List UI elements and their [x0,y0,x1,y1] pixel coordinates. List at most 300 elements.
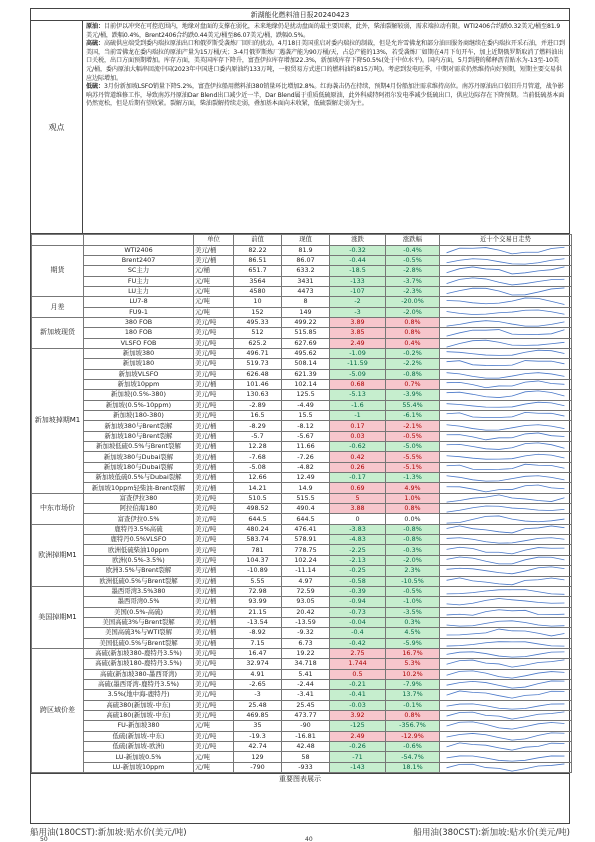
row-unit: 美元/吨 [194,359,234,369]
row-unit: 美元/吨 [194,648,234,658]
row-pct: -0.3% [386,545,440,555]
table-row [32,328,572,338]
row-sparkline [440,648,572,658]
chart-caption-180cst: 船用油(180CST):新加坡:贴水价(美元/吨) [30,828,187,838]
row-prev: 25.48 [234,700,282,710]
row-unit: 美元/桶 [194,576,234,586]
sparkline-trend [447,381,565,388]
row-change: -4.83 [330,535,386,545]
header-unit: 单位 [194,235,234,246]
row-sparkline [440,338,572,348]
row-pct: -5.0% [386,442,440,452]
row-item: 新加坡低硫0.5%与Brent裂解 [84,442,194,452]
table-row [32,400,572,410]
row-item: 欧洲低硫柴油10ppm [84,545,194,555]
chart-captions [30,826,570,838]
row-change: -11.59 [330,359,386,369]
table-row [32,379,572,389]
row-sparkline [440,348,572,358]
row-change: -0.42 [330,638,386,648]
table-row [32,493,572,503]
row-curr: 3431 [282,276,330,286]
row-pct: -0.8% [386,524,440,534]
row-change: 3.85 [330,328,386,338]
row-prev: 10 [234,297,282,307]
row-prev: -5.7 [234,431,282,441]
table-row [32,348,572,358]
views-text [83,21,569,233]
table-header-row [32,235,572,246]
row-pct: -3.9% [386,390,440,400]
row-prev: 12.66 [234,473,282,483]
sparkline-trend [447,340,565,347]
row-prev: 104.37 [234,555,282,565]
row-prev: 14.21 [234,483,282,493]
row-unit: 美元/桶 [194,483,234,493]
row-unit: 美元/桶 [194,586,234,596]
row-item: 阿拉伯海180 [84,504,194,514]
sparkline-trend [447,476,565,481]
row-sparkline [440,369,572,379]
row-unit: 美元/吨 [194,328,234,338]
row-curr: 19.22 [282,648,330,658]
sparkline-trend [447,764,565,771]
row-item: 380 FOB [84,317,194,327]
row-prev: -7.68 [234,452,282,462]
row-prev: -2.65 [234,679,282,689]
row-sparkline [440,390,572,400]
row-sparkline [440,721,572,731]
row-unit: 元/吨 [194,752,234,762]
table-row [32,659,572,669]
view-paragraph-crude: 原油：目前伊以冲突在可控范围内，地缘对盘面的支撑在弱化，未来地缘仍是扰动盘面的最主要因素，此外，柴油裂解较弱，需求端拉动有限。WTI2406合约跌0.32美元/桶至81.9美元/桶，跌幅0.4%，Brent2406合约跌0.44美元/桶至86.07美元/桶，跌幅0.5%。 [86,23,561,39]
row-sparkline [440,669,572,679]
row-pct: -2.1% [386,421,440,431]
row-item: 3.5%(地中海-鹿特丹) [84,690,194,700]
row-curr: 12.49 [282,473,330,483]
sparkline-trend [447,660,565,667]
row-unit: 美元/吨 [194,555,234,565]
row-sparkline [440,442,572,452]
views-label: 观点 [31,21,83,233]
table-row [32,286,572,296]
table-row [32,555,572,565]
row-pct: -6.1% [386,411,440,421]
row-unit: 美元/桶 [194,379,234,389]
row-item: 墨西哥湾3.5%380 [84,586,194,596]
row-unit: 美元/吨 [194,710,234,720]
row-unit: 美元/桶 [194,452,234,462]
row-prev: 42.74 [234,742,282,752]
row-pct: -0.2% [386,348,440,358]
row-sparkline [440,400,572,410]
row-item: 高硫(新加坡180-鹿特丹3.5%) [84,659,194,669]
row-prev: -3 [234,690,282,700]
row-sparkline [440,473,572,483]
row-sparkline [440,255,572,265]
row-category: 中东市场价 [32,493,84,524]
row-prev: 82.22 [234,245,282,255]
sparkline-trend [447,278,565,285]
row-unit: 元/桶 [194,266,234,276]
table-row [32,690,572,700]
row-sparkline [440,628,572,638]
row-change: -2.25 [330,545,386,555]
row-unit: 美元/桶 [194,462,234,472]
row-pct: -0.6% [386,742,440,752]
row-sparkline [440,411,572,421]
row-unit: 美元/吨 [194,742,234,752]
header-trend: 近十个交易日走势 [440,235,572,246]
row-sparkline [440,452,572,462]
sparkline-trend [447,391,565,398]
row-curr: -5.67 [282,431,330,441]
row-curr: 102.14 [282,379,330,389]
row-pct: -20.0% [386,297,440,307]
sparkline-trend [447,424,565,429]
sparkline-trend [447,485,565,492]
row-sparkline [440,545,572,555]
row-sparkline [440,359,572,369]
sparkline-trend [447,722,565,729]
header-change: 涨跌 [330,235,386,246]
row-change: -5.09 [330,369,386,379]
row-curr: -9.32 [282,628,330,638]
row-sparkline [440,762,572,772]
sparkline-trend [447,599,565,605]
table-row [32,421,572,431]
row-unit: 美元/吨 [194,545,234,555]
row-category: 新加坡现货 [32,317,84,348]
sparkline-trend [447,259,565,264]
row-sparkline [440,576,572,586]
table-row [32,255,572,265]
row-change: -0.58 [330,576,386,586]
chart-caption-380cst: 船用油(380CST):新加坡:贴水价(美元/吨) [413,828,570,838]
sparkline-trend [447,641,565,645]
row-item: 高硫(墨西哥湾-鹿特丹3.5%) [84,679,194,689]
row-change: -2.13 [330,555,386,565]
row-item: 新加坡180与Brent裂解 [84,431,194,441]
row-item: FU主力 [84,276,194,286]
row-item: 新加坡380 [84,348,194,358]
row-pct: -2.8% [386,266,440,276]
table-row [32,411,572,421]
row-curr: 778.75 [282,545,330,555]
row-item: 新加坡180与Dubai裂解 [84,462,194,472]
row-change: -0.94 [330,597,386,607]
row-curr: 149 [282,307,330,317]
row-item: 富查伊拉380 [84,493,194,503]
row-sparkline [440,607,572,617]
row-pct: -5.1% [386,462,440,472]
row-prev: -10.89 [234,566,282,576]
row-unit: 美元/吨 [194,348,234,358]
sparkline-trend [447,288,565,295]
row-sparkline [440,297,572,307]
row-prev: 651.7 [234,266,282,276]
row-change: -0.25 [330,566,386,576]
row-category: 欧洲掉期M1 [32,524,84,586]
view-paragraph-high-sulfur: 高硫：高硫供应端受到委内瑞拉原油出口和俄罗斯受袭炼厂回归的扰动。4月18日美国重启对委内瑞拉的制裁，但是允许雪佛龙和部分油田服务商继续在委内瑞拉开采石油，并进口到美国，当前雪佛龙在委内瑞拉的原油产量为15万桶/天；3-4月俄罗斯炼厂遇袭产能为90万桶/天，占总产能的13%，若受袭炼厂如期在4月下旬开车，加上近期俄罗斯取消了燃料油出口关税，出口方面预期增加。库存方面，美英国库存下降升，富查伊拉库存增加22.3%，新加坡库存下降50.5%(处于中位水平)。国内方面，5月到港的稀释沥青贴水为-13至-10美元/桶，委内原油大幅串回流中国(2023年中国进口委内原油约133万吨，一般贸易方式进口的燃料油约815万吨)。考虑到发电旺季，中期对需求仍然维持向好预期，短期主要交易供应边际增加。 [86,40,565,82]
row-change: 5 [330,493,386,503]
table-row [32,452,572,462]
table-row [32,483,572,493]
row-item: LU-新加坡10ppm [84,762,194,772]
row-curr: 42.48 [282,742,330,752]
row-prev: 152 [234,307,282,317]
row-curr: 621.39 [282,369,330,379]
table-row [32,700,572,710]
row-prev: 5.55 [234,576,282,586]
row-change: -0.41 [330,690,386,700]
row-prev: 519.73 [234,359,282,369]
row-prev: 469.85 [234,710,282,720]
row-item: 高硫(新加坡380-墨西哥湾) [84,669,194,679]
row-unit: 美元/吨 [194,400,234,410]
sparkline-trend [447,578,565,585]
table-row [32,535,572,545]
row-change: 2.49 [330,338,386,348]
row-unit: 元/吨 [194,721,234,731]
row-curr: 8 [282,297,330,307]
row-curr: 72.59 [282,586,330,596]
view-paragraph-low-sulfur: 低硫：3月份新加坡LSFO销量下降5.2%，富查伊拉船用燃料油380销量环比增加2.8%。红海袭击仍在持续，预期4月份船加注需求维持高位。南苏丹原油出口依旧升月管道，战争影响苏丹管道维修工作，导致南苏丹原油Dar Blend出口减少近一半，Dar Blend属于重质低硫原油，此外科威特阿祖尔发电季减少低硫出口，供应边际存在下降预期。当前低硫基本面仍然宽松，但是后期有望收紧。裂解方面，柴油裂解持续走弱，叠加基本面向未收紧，低硫裂解走弱为主。 [86,83,565,108]
row-prev: 32.974 [234,659,282,669]
row-change: -0.73 [330,607,386,617]
row-item: SC主力 [84,266,194,276]
sparkline-trend [447,247,565,254]
row-pct: -12.9% [386,731,440,741]
row-item: 180 FOB [84,328,194,338]
row-pct: 2.3% [386,566,440,576]
row-prev: 480.24 [234,524,282,534]
row-curr: -7.26 [282,452,330,462]
row-item: 新加坡低硫0.5%与Dubai裂解 [84,473,194,483]
row-item: LU-新加坡0.5% [84,752,194,762]
row-pct: -0.5% [386,255,440,265]
row-curr: 495.62 [282,348,330,358]
row-category: 美国掉期M1 [32,586,84,648]
row-curr: 20.42 [282,607,330,617]
row-curr: 5.41 [282,669,330,679]
row-change: -18.5 [330,266,386,276]
row-change: 0.26 [330,462,386,472]
row-item: 富查伊拉0.5% [84,514,194,524]
row-change: -0.03 [330,700,386,710]
chart-axis-top-left: 50 [40,836,48,842]
row-item: 鹿特丹0.5%VLSFO [84,535,194,545]
row-prev: 7.15 [234,638,282,648]
row-pct: -2.2% [386,359,440,369]
table-row [32,359,572,369]
sparkline-trend [447,557,565,564]
row-change: 0.03 [330,431,386,441]
sparkline-trend [447,712,565,719]
row-curr: 627.69 [282,338,330,348]
row-change: -0.26 [330,742,386,752]
row-curr: -16.81 [282,731,330,741]
row-prev: 498.52 [234,504,282,514]
table-row [32,742,572,752]
table-row [32,462,572,472]
row-pct: -7.9% [386,679,440,689]
row-unit: 元/吨 [194,276,234,286]
row-pct: 0.8% [386,317,440,327]
row-curr: -2.44 [282,679,330,689]
row-prev: 510.5 [234,493,282,503]
row-curr: 102.24 [282,555,330,565]
row-sparkline [440,483,572,493]
row-unit: 美元/桶 [194,421,234,431]
row-change: -133 [330,276,386,286]
row-unit: 美元/桶 [194,431,234,441]
row-sparkline [440,535,572,545]
row-item: 美国高硫3%与WTI裂解 [84,628,194,638]
row-unit: 美元/桶 [194,607,234,617]
header-item [84,235,194,246]
table-row [32,473,572,483]
row-unit: 元/吨 [194,297,234,307]
sparkline-trend [447,310,565,314]
table-row [32,752,572,762]
row-sparkline [440,307,572,317]
row-change: -0.04 [330,617,386,627]
row-prev: 16.47 [234,648,282,658]
row-unit: 元/吨 [194,286,234,296]
sparkline-trend [447,681,565,688]
row-curr: 633.2 [282,266,330,276]
row-sparkline [440,710,572,720]
row-item: VLSFO FOB [84,338,194,348]
sparkline-trend [447,743,565,750]
row-curr: 4473 [282,286,330,296]
row-pct: -356.7% [386,721,440,731]
table-row [32,390,572,400]
row-change: -1.09 [330,348,386,358]
sparkline-trend [447,321,565,326]
sparkline-trend [447,671,565,678]
row-pct: -0.8% [386,369,440,379]
row-pct: -0.8% [386,535,440,545]
row-prev: -19.3 [234,731,282,741]
row-pct: 0.8% [386,328,440,338]
row-item: WTI2406 [84,245,194,255]
table-row [32,628,572,638]
table-row [32,586,572,596]
row-item: LU7-8 [84,297,194,307]
row-unit: 美元/吨 [194,317,234,327]
row-prev: 129 [234,752,282,762]
row-unit: 美元/吨 [194,690,234,700]
row-curr: 578.91 [282,535,330,545]
row-curr: 34.718 [282,659,330,669]
row-category: 月差 [32,297,84,318]
sparkline-trend [447,621,565,626]
table-row [32,431,572,441]
row-prev: -2.89 [234,400,282,410]
row-change: -5.13 [330,390,386,400]
table-row [32,442,572,452]
row-change: -0.39 [330,586,386,596]
row-pct: 0.8% [386,710,440,720]
row-curr: 93.05 [282,597,330,607]
row-pct: 55.4% [386,400,440,410]
row-sparkline [440,638,572,648]
row-change: -0.21 [330,679,386,689]
table-row [32,762,572,772]
row-prev: 644.5 [234,514,282,524]
table-row [32,710,572,720]
row-item: 美国高硫3%与Brent裂解 [84,617,194,627]
row-item: Brent2407 [84,255,194,265]
row-prev: 12.28 [234,442,282,452]
sparkline-trend [447,691,565,698]
row-curr: 499.22 [282,317,330,327]
table-row [32,514,572,524]
sparkline-trend [447,609,565,615]
row-unit: 美元/吨 [194,514,234,524]
row-prev: 86.51 [234,255,282,265]
sparkline-trend [447,330,565,337]
row-curr: -4.49 [282,400,330,410]
row-change: 2.49 [330,731,386,741]
header-curr: 现值 [282,235,330,246]
row-curr: 81.9 [282,245,330,255]
row-item: 新加坡10ppm [84,379,194,389]
row-curr: -3.41 [282,690,330,700]
row-unit: 美元/吨 [194,411,234,421]
row-prev: 781 [234,545,282,555]
row-pct: -1.0% [386,597,440,607]
table-row [32,307,572,317]
table-row [32,338,572,348]
row-change: 0 [330,514,386,524]
row-pct: 0.8% [386,504,440,514]
row-pct: -54.7% [386,752,440,762]
row-change: 1.744 [330,659,386,669]
row-curr: 508.14 [282,359,330,369]
table-row [32,679,572,689]
chart-axis-top-right: 40 [305,836,313,842]
sparkline-trend [447,733,565,740]
row-item: 墨西哥湾0.5% [84,597,194,607]
row-change: -0.62 [330,442,386,452]
row-sparkline [440,317,572,327]
row-unit: 美元/吨 [194,504,234,514]
row-pct: -0.5% [386,586,440,596]
row-pct: -5.5% [386,452,440,462]
row-unit: 美元/吨 [194,390,234,400]
row-prev: 130.63 [234,390,282,400]
row-change: 0.17 [330,421,386,431]
row-sparkline [440,514,572,524]
row-change: -0.4 [330,628,386,638]
row-sparkline [440,266,572,276]
row-unit: 美元/吨 [194,659,234,669]
row-pct: 0.0% [386,514,440,524]
row-change: -1 [330,411,386,421]
row-change: 0.68 [330,379,386,389]
row-item: 新加坡380与Dubai裂解 [84,452,194,462]
row-item: 欧洲低硫0.5%与Brent裂解 [84,576,194,586]
row-curr: 515.85 [282,328,330,338]
row-sparkline [440,690,572,700]
row-sparkline [440,752,572,762]
row-unit: 美元/吨 [194,369,234,379]
row-prev: -8.29 [234,421,282,431]
row-sparkline [440,679,572,689]
